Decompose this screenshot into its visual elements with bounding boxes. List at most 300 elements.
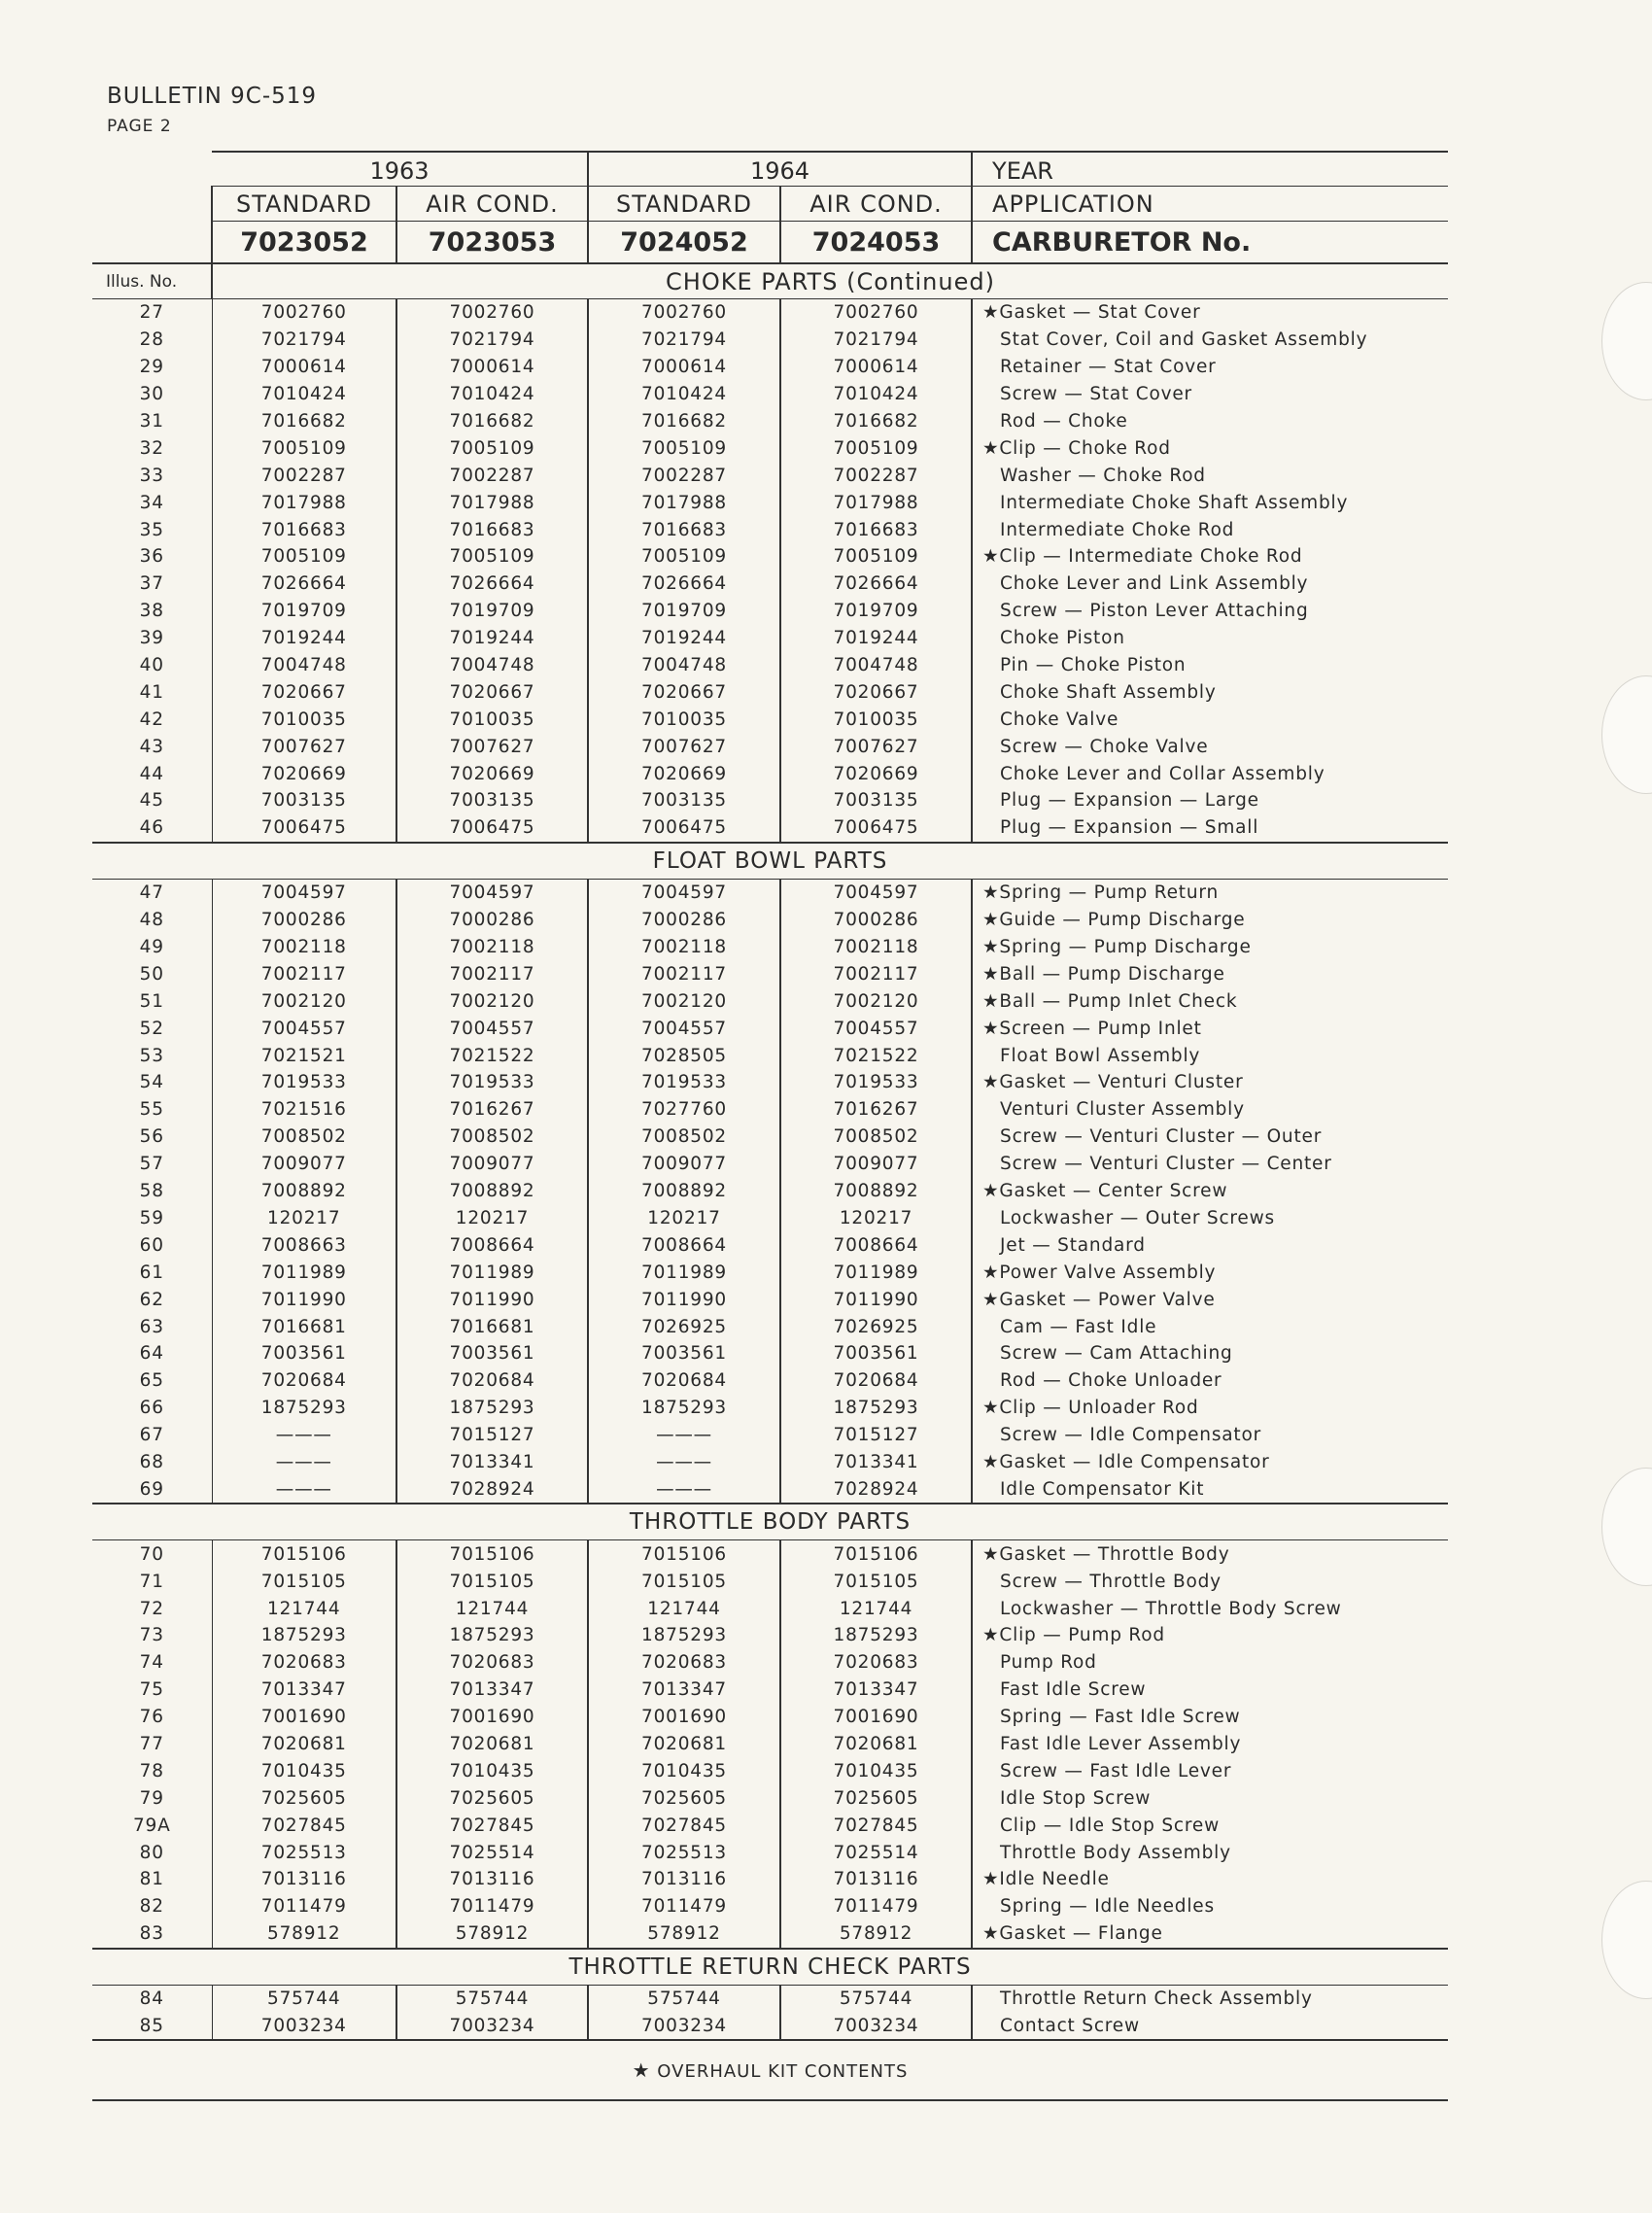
part-1964-air-cond: 7020669 xyxy=(780,760,972,787)
illus-number: 31 xyxy=(92,408,212,435)
part-1964-air-cond: 7002117 xyxy=(780,960,972,987)
part-description xyxy=(972,434,1448,462)
part-description-text: Float Bowl Assembly xyxy=(1000,1045,1201,1066)
part-1964-standard: 7003561 xyxy=(588,1340,780,1367)
part-1963-standard: 7020681 xyxy=(212,1731,396,1758)
part-1964-standard: 7008664 xyxy=(588,1231,780,1259)
part-1963-standard: 7001690 xyxy=(212,1704,396,1731)
part-1963-standard: 1875293 xyxy=(212,1622,396,1649)
part-1964-standard: 7019533 xyxy=(588,1069,780,1096)
table-row xyxy=(92,1731,1448,1758)
part-description-text: Clip — Unloader Rod xyxy=(999,1398,1199,1419)
table-row xyxy=(92,2013,1448,2041)
part-description xyxy=(972,1649,1448,1677)
part-description xyxy=(972,1595,1448,1622)
part-1964-air-cond: 7009077 xyxy=(780,1151,972,1178)
part-1964-air-cond: 7001690 xyxy=(780,1704,972,1731)
table-row xyxy=(92,1096,1448,1124)
carb-1963-standard: 7023052 xyxy=(212,222,396,264)
table-row xyxy=(92,1540,1448,1568)
part-1964-standard: 7021794 xyxy=(588,327,780,354)
part-1964-air-cond: 7006475 xyxy=(780,814,972,843)
illus-number: 37 xyxy=(92,571,212,598)
part-description xyxy=(972,625,1448,652)
part-1964-standard: 1875293 xyxy=(588,1395,780,1422)
part-1963-air-cond: 7002120 xyxy=(396,987,588,1015)
illus-number: 81 xyxy=(92,1866,212,1893)
illus-number: 34 xyxy=(92,489,212,516)
part-description-text: Screw — Stat Cover xyxy=(1000,384,1192,405)
part-1963-air-cond: 7016681 xyxy=(396,1313,588,1340)
part-1964-standard: 121744 xyxy=(588,1595,780,1622)
part-1964-standard: 7016682 xyxy=(588,408,780,435)
illus-number: 66 xyxy=(92,1395,212,1422)
illus-number: 49 xyxy=(92,934,212,961)
part-1964-standard: 7008502 xyxy=(588,1124,780,1151)
table-row xyxy=(92,1839,1448,1866)
part-description-text: Screw — Fast Idle Lever xyxy=(1000,1760,1232,1781)
table-row xyxy=(92,434,1448,462)
part-description-text: Ball — Pump Discharge xyxy=(999,963,1225,985)
part-1963-air-cond: 121744 xyxy=(396,1595,588,1622)
part-1963-air-cond: 7002760 xyxy=(396,299,588,327)
illus-number: 69 xyxy=(92,1475,212,1504)
part-1963-air-cond: 7004557 xyxy=(396,1015,588,1042)
part-1964-air-cond: 7020683 xyxy=(780,1649,972,1677)
illus-number: 57 xyxy=(92,1151,212,1178)
part-1964-standard: 575744 xyxy=(588,1985,780,2012)
part-1963-standard: 7004597 xyxy=(212,879,396,906)
part-1964-air-cond: 121744 xyxy=(780,1595,972,1622)
part-1963-air-cond: 7008502 xyxy=(396,1124,588,1151)
carb-1963-air-cond: 7023053 xyxy=(396,222,588,264)
part-1964-air-cond: 7016682 xyxy=(780,408,972,435)
part-1964-standard: 7010035 xyxy=(588,706,780,733)
part-1963-standard: 7008663 xyxy=(212,1231,396,1259)
part-description-text: Clip — Idle Stop Screw xyxy=(1000,1815,1220,1836)
star-icon: ★ xyxy=(982,437,1000,459)
table-row xyxy=(92,516,1448,543)
illus-number: 84 xyxy=(92,1985,212,2012)
illus-number: 80 xyxy=(92,1839,212,1866)
part-1964-air-cond: 7020667 xyxy=(780,678,972,706)
part-1964-standard: 7027845 xyxy=(588,1812,780,1839)
part-description xyxy=(972,1540,1448,1568)
part-1964-standard: 7002118 xyxy=(588,934,780,961)
illus-number: 64 xyxy=(92,1340,212,1367)
part-1963-standard: 7010035 xyxy=(212,706,396,733)
part-description xyxy=(972,1124,1448,1151)
table-row xyxy=(92,907,1448,934)
part-description-text: Plug — Expansion — Small xyxy=(1000,817,1259,839)
part-description-text: Screw — Venturi Cluster — Outer xyxy=(1000,1126,1323,1148)
part-1964-standard: 7003135 xyxy=(588,787,780,814)
part-1963-standard: 7000614 xyxy=(212,354,396,381)
part-1963-standard: 7020667 xyxy=(212,678,396,706)
part-1963-air-cond: 7013347 xyxy=(396,1677,588,1704)
table-row xyxy=(92,625,1448,652)
part-description-text: Spring — Pump Return xyxy=(999,882,1219,904)
part-description xyxy=(972,879,1448,906)
part-description xyxy=(972,1757,1448,1784)
part-1963-standard: ——— xyxy=(212,1449,396,1476)
part-description xyxy=(972,1622,1448,1649)
part-description-text: Venturi Cluster Assembly xyxy=(1000,1099,1245,1121)
part-1963-air-cond: 7020683 xyxy=(396,1649,588,1677)
part-1963-air-cond: 7000286 xyxy=(396,907,588,934)
binder-holes xyxy=(1565,0,1652,2213)
illus-no-label: Illus. No. xyxy=(92,263,212,299)
part-description-text: Choke Lever and Collar Assembly xyxy=(1000,763,1325,784)
part-1964-air-cond: 7004597 xyxy=(780,879,972,906)
illus-number: 75 xyxy=(92,1677,212,1704)
bottom-rule xyxy=(92,2099,1448,2101)
part-1963-standard: 7021516 xyxy=(212,1096,396,1124)
part-1964-standard: 1875293 xyxy=(588,1622,780,1649)
part-1963-air-cond: 7003234 xyxy=(396,2013,588,2041)
table-row xyxy=(92,879,1448,906)
part-1963-air-cond: 7007627 xyxy=(396,733,588,760)
part-description xyxy=(972,1784,1448,1812)
table-row xyxy=(92,1568,1448,1595)
illus-number: 59 xyxy=(92,1205,212,1232)
part-1964-air-cond: 7019533 xyxy=(780,1069,972,1096)
table-row xyxy=(92,960,1448,987)
part-description-text: Throttle Return Check Assembly xyxy=(1000,1988,1313,2010)
part-1964-standard: 7005109 xyxy=(588,434,780,462)
part-1964-standard: 7011479 xyxy=(588,1893,780,1920)
part-description xyxy=(972,1042,1448,1069)
part-1963-air-cond: 7015106 xyxy=(396,1540,588,1568)
part-description-text: Washer — Choke Rod xyxy=(1000,465,1206,486)
part-description xyxy=(972,598,1448,625)
illus-number: 76 xyxy=(92,1704,212,1731)
part-description-text: Choke Valve xyxy=(1000,709,1119,730)
part-1964-standard: 7020683 xyxy=(588,1649,780,1677)
part-description xyxy=(972,1286,1448,1313)
part-1964-standard: 7015105 xyxy=(588,1568,780,1595)
part-description-text: Fast Idle Screw xyxy=(1000,1679,1147,1701)
part-1964-standard: 7001690 xyxy=(588,1704,780,1731)
part-1963-standard: 1875293 xyxy=(212,1395,396,1422)
part-1963-standard: 7004748 xyxy=(212,652,396,679)
part-1964-air-cond: 7020684 xyxy=(780,1367,972,1395)
part-1963-standard: 7007627 xyxy=(212,733,396,760)
table-row xyxy=(92,1313,1448,1340)
part-1964-standard: 7010435 xyxy=(588,1757,780,1784)
illus-number: 42 xyxy=(92,706,212,733)
star-icon: ★ xyxy=(982,1018,1000,1039)
illus-number: 74 xyxy=(92,1649,212,1677)
part-description xyxy=(972,1069,1448,1096)
part-1963-standard: 7003561 xyxy=(212,1340,396,1367)
star-icon: ★ xyxy=(982,1869,1000,1890)
part-1963-air-cond: 7005109 xyxy=(396,543,588,571)
application-row xyxy=(92,187,1448,222)
illus-number: 30 xyxy=(92,381,212,408)
part-description-text: Gasket — Throttle Body xyxy=(999,1543,1230,1565)
part-1963-air-cond: 7025514 xyxy=(396,1839,588,1866)
part-1963-air-cond: 7016683 xyxy=(396,516,588,543)
part-description-text: Clip — Choke Rod xyxy=(999,437,1171,459)
part-1963-air-cond: 7019709 xyxy=(396,598,588,625)
part-1963-air-cond: 7002287 xyxy=(396,462,588,489)
part-1964-standard: 7019709 xyxy=(588,598,780,625)
part-1963-standard: 7015106 xyxy=(212,1540,396,1568)
part-1964-standard: 7006475 xyxy=(588,814,780,843)
table-row xyxy=(92,1151,1448,1178)
section-title: CHOKE PARTS (Continued) xyxy=(212,263,1448,299)
illus-number: 73 xyxy=(92,1622,212,1649)
illus-number: 72 xyxy=(92,1595,212,1622)
illus-number: 50 xyxy=(92,960,212,987)
part-1964-air-cond: 7013347 xyxy=(780,1677,972,1704)
illus-number: 36 xyxy=(92,543,212,571)
part-1964-air-cond: 7010424 xyxy=(780,381,972,408)
illus-number: 47 xyxy=(92,879,212,906)
part-description-text: Screw — Choke Valve xyxy=(1000,736,1209,757)
part-description xyxy=(972,354,1448,381)
part-1963-air-cond: 7026664 xyxy=(396,571,588,598)
part-1963-air-cond: 578912 xyxy=(396,1920,588,1949)
part-1964-air-cond: 7011479 xyxy=(780,1893,972,1920)
part-1964-air-cond: 7000614 xyxy=(780,354,972,381)
part-description xyxy=(972,1731,1448,1758)
part-1963-standard: 7017988 xyxy=(212,489,396,516)
table-row xyxy=(92,814,1448,843)
part-description-text: Gasket — Stat Cover xyxy=(999,302,1201,324)
part-1964-standard: 7025605 xyxy=(588,1784,780,1812)
part-description-text: Choke Lever and Link Assembly xyxy=(1000,573,1309,595)
illus-number: 60 xyxy=(92,1231,212,1259)
part-1964-air-cond: 7002118 xyxy=(780,934,972,961)
part-1963-air-cond: 7004597 xyxy=(396,879,588,906)
part-1964-air-cond: 7000286 xyxy=(780,907,972,934)
part-1963-standard: 7002117 xyxy=(212,960,396,987)
star-icon: ★ xyxy=(982,1625,1000,1646)
air-cond-1963-label: AIR COND. xyxy=(396,187,588,222)
part-description-text: Clip — Pump Rod xyxy=(999,1625,1165,1646)
part-1964-air-cond: 7010435 xyxy=(780,1757,972,1784)
part-1964-air-cond: 7008664 xyxy=(780,1231,972,1259)
table-row xyxy=(92,1622,1448,1649)
part-description xyxy=(972,462,1448,489)
part-1963-standard: 7002118 xyxy=(212,934,396,961)
star-icon: ★ xyxy=(982,963,1000,985)
part-description xyxy=(972,571,1448,598)
part-description xyxy=(972,1893,1448,1920)
part-description xyxy=(972,1367,1448,1395)
part-1963-standard: 7019533 xyxy=(212,1069,396,1096)
illus-number: 54 xyxy=(92,1069,212,1096)
illus-number: 85 xyxy=(92,2013,212,2041)
part-1963-air-cond: 7011990 xyxy=(396,1286,588,1313)
table-row xyxy=(92,1231,1448,1259)
part-1963-air-cond: 7017988 xyxy=(396,489,588,516)
part-1963-standard: 7011989 xyxy=(212,1259,396,1286)
part-description xyxy=(972,1475,1448,1504)
table-row xyxy=(92,787,1448,814)
part-description-text: Screen — Pump Inlet xyxy=(999,1018,1202,1039)
section-header-row xyxy=(92,843,1448,880)
part-description xyxy=(972,299,1448,327)
table-row xyxy=(92,1893,1448,1920)
part-description xyxy=(972,1096,1448,1124)
table-row xyxy=(92,1677,1448,1704)
part-1964-air-cond: 7016267 xyxy=(780,1096,972,1124)
part-1964-standard: 7011990 xyxy=(588,1286,780,1313)
part-1964-standard: ——— xyxy=(588,1422,780,1449)
part-1964-standard: 7004748 xyxy=(588,652,780,679)
part-1964-air-cond: 1875293 xyxy=(780,1622,972,1649)
star-icon: ★ xyxy=(982,1398,1000,1419)
standard-1964-label: STANDARD xyxy=(588,187,780,222)
binder-hole xyxy=(1601,1468,1652,1586)
part-description-text: Intermediate Choke Shaft Assembly xyxy=(1000,492,1349,513)
part-1964-standard: 7027760 xyxy=(588,1096,780,1124)
part-description-text: Gasket — Power Valve xyxy=(999,1289,1216,1310)
part-1964-air-cond: 7016683 xyxy=(780,516,972,543)
part-1964-standard: 7013347 xyxy=(588,1677,780,1704)
part-1964-air-cond: 7015106 xyxy=(780,1540,972,1568)
star-icon: ★ xyxy=(982,1543,1000,1565)
part-description-text: Screw — Piston Lever Attaching xyxy=(1000,601,1309,622)
part-1963-air-cond: 7010424 xyxy=(396,381,588,408)
table-row xyxy=(92,1422,1448,1449)
part-description-text: Clip — Intermediate Choke Rod xyxy=(999,546,1303,568)
part-1963-standard: 7025513 xyxy=(212,1839,396,1866)
part-description-text: Stat Cover, Coil and Gasket Assembly xyxy=(1000,329,1368,351)
illus-number: 48 xyxy=(92,907,212,934)
part-1963-air-cond: 575744 xyxy=(396,1985,588,2012)
part-1963-air-cond: 7003561 xyxy=(396,1340,588,1367)
part-1963-air-cond: 7020684 xyxy=(396,1367,588,1395)
table-row xyxy=(92,1286,1448,1313)
part-1963-air-cond: 7010435 xyxy=(396,1757,588,1784)
table-row xyxy=(92,678,1448,706)
part-1963-air-cond: 7003135 xyxy=(396,787,588,814)
illus-number: 83 xyxy=(92,1920,212,1949)
table-row xyxy=(92,1784,1448,1812)
part-description-text: Plug — Expansion — Large xyxy=(1000,790,1259,812)
illus-number: 39 xyxy=(92,625,212,652)
part-1963-standard: 7026664 xyxy=(212,571,396,598)
part-description-text: Choke Piston xyxy=(1000,628,1125,649)
part-description-text: Screw — Venturi Cluster — Center xyxy=(1000,1154,1332,1175)
part-1963-air-cond: 7008892 xyxy=(396,1178,588,1205)
table-row xyxy=(92,1178,1448,1205)
part-1963-air-cond: 7016682 xyxy=(396,408,588,435)
carburetor-label: CARBURETOR No. xyxy=(972,222,1448,264)
star-icon: ★ xyxy=(982,546,1000,568)
part-description xyxy=(972,1449,1448,1476)
part-1964-standard: 7007627 xyxy=(588,733,780,760)
page-number: PAGE 2 xyxy=(107,117,172,136)
part-1963-air-cond: 7020667 xyxy=(396,678,588,706)
part-1964-standard: 578912 xyxy=(588,1920,780,1949)
part-1964-air-cond: 7011990 xyxy=(780,1286,972,1313)
illus-number: 28 xyxy=(92,327,212,354)
part-1964-standard: 7002760 xyxy=(588,299,780,327)
binder-hole xyxy=(1601,1881,1652,1999)
table-row xyxy=(92,1259,1448,1286)
part-1964-air-cond: 7015127 xyxy=(780,1422,972,1449)
illus-number: 27 xyxy=(92,299,212,327)
part-1963-air-cond: 7011989 xyxy=(396,1259,588,1286)
illus-number: 68 xyxy=(92,1449,212,1476)
table-row xyxy=(92,652,1448,679)
part-1964-air-cond: 575744 xyxy=(780,1985,972,2012)
part-1963-air-cond: 7013116 xyxy=(396,1866,588,1893)
part-description-text: Pin — Choke Piston xyxy=(1000,655,1187,676)
part-description xyxy=(972,1231,1448,1259)
table-row xyxy=(92,987,1448,1015)
part-description-text: Screw — Cam Attaching xyxy=(1000,1343,1233,1365)
part-1963-air-cond: 7002118 xyxy=(396,934,588,961)
table-row xyxy=(92,1866,1448,1893)
illus-number: 41 xyxy=(92,678,212,706)
illus-number: 65 xyxy=(92,1367,212,1395)
part-1964-standard: 7015106 xyxy=(588,1540,780,1568)
part-1963-standard: 7002760 xyxy=(212,299,396,327)
part-description xyxy=(972,408,1448,435)
part-description xyxy=(972,2013,1448,2041)
part-description xyxy=(972,489,1448,516)
part-1964-standard: 7020667 xyxy=(588,678,780,706)
part-1964-air-cond: 7013116 xyxy=(780,1866,972,1893)
part-1963-standard: 7011990 xyxy=(212,1286,396,1313)
part-description-text: Power Valve Assembly xyxy=(999,1262,1217,1283)
part-description xyxy=(972,543,1448,571)
illus-number: 38 xyxy=(92,598,212,625)
part-1964-standard: 7005109 xyxy=(588,543,780,571)
part-1963-standard: 7015105 xyxy=(212,1568,396,1595)
part-1963-standard: 7025605 xyxy=(212,1784,396,1812)
part-1964-standard: 7019244 xyxy=(588,625,780,652)
part-description xyxy=(972,787,1448,814)
part-1963-air-cond: 7009077 xyxy=(396,1151,588,1178)
part-1964-air-cond: 7020681 xyxy=(780,1731,972,1758)
table-row xyxy=(92,381,1448,408)
part-description xyxy=(972,760,1448,787)
part-1963-air-cond: 7010035 xyxy=(396,706,588,733)
part-1964-air-cond: 7004748 xyxy=(780,652,972,679)
part-1964-standard: 7020684 xyxy=(588,1367,780,1395)
year-1964: 1964 xyxy=(588,152,972,187)
part-1964-air-cond: 1875293 xyxy=(780,1395,972,1422)
part-1964-air-cond: 7027845 xyxy=(780,1812,972,1839)
illus-number: 29 xyxy=(92,354,212,381)
part-1964-air-cond: 7015105 xyxy=(780,1568,972,1595)
part-1964-standard: 7000614 xyxy=(588,354,780,381)
illus-number: 35 xyxy=(92,516,212,543)
illus-number: 71 xyxy=(92,1568,212,1595)
part-1964-air-cond: 7008502 xyxy=(780,1124,972,1151)
table-row xyxy=(92,760,1448,787)
part-1964-standard: 7011989 xyxy=(588,1259,780,1286)
part-1964-air-cond: 7002287 xyxy=(780,462,972,489)
illus-number: 43 xyxy=(92,733,212,760)
part-1964-air-cond: 578912 xyxy=(780,1920,972,1949)
part-description-text: Spring — Idle Needles xyxy=(1000,1896,1215,1918)
table-row xyxy=(92,408,1448,435)
part-description-text: Retainer — Stat Cover xyxy=(1000,357,1217,378)
part-description-text: Spring — Fast Idle Screw xyxy=(1000,1707,1241,1728)
part-description-text: Idle Stop Screw xyxy=(1000,1787,1152,1809)
part-1963-air-cond: 7019533 xyxy=(396,1069,588,1096)
part-1963-standard: 7019709 xyxy=(212,598,396,625)
table-row xyxy=(92,354,1448,381)
